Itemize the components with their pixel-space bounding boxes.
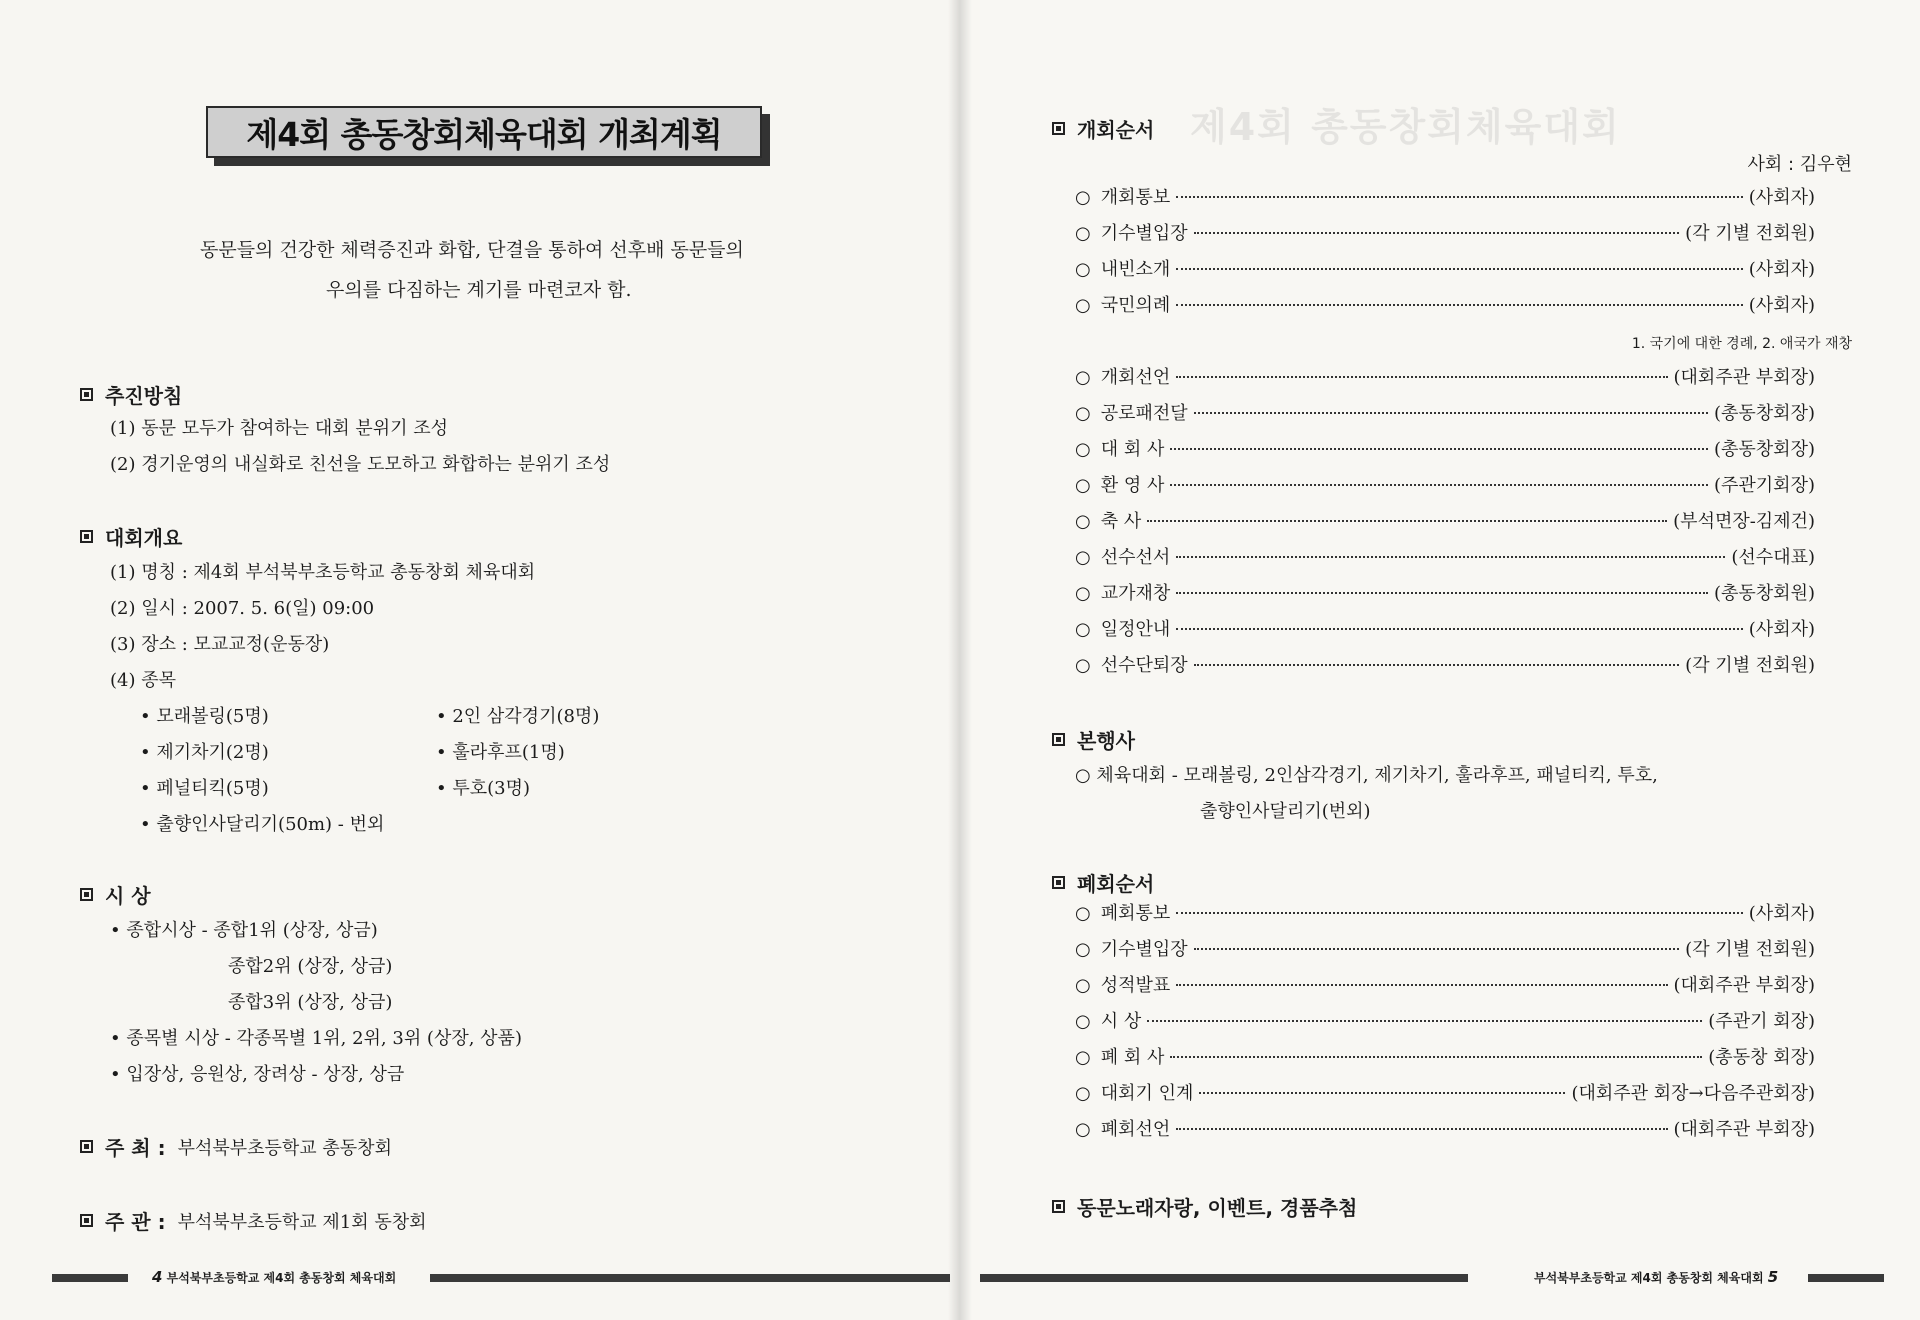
section-heading-awards: 시 상 (80, 880, 151, 909)
dot-leader (1176, 628, 1743, 630)
program-item (1075, 971, 1815, 1001)
supervisor-line: 주 관 : 부석북부초등학교 제1회 동창회 (80, 1206, 427, 1235)
program-label: 교가재창 (1100, 583, 1171, 604)
program-label: 국민의례 (1100, 295, 1171, 316)
program-item (1075, 183, 1815, 213)
program-label: 기수별입장 (1100, 939, 1188, 960)
program-item (1075, 1115, 1815, 1145)
square-bullet-icon (1052, 733, 1065, 746)
section-heading-main: 본행사 (1052, 725, 1135, 754)
program-item (1075, 507, 1815, 537)
program-item (1075, 435, 1815, 465)
program-role: (주관기 회장) (1708, 1011, 1815, 1032)
program-label: 대회기 인계 (1100, 1083, 1194, 1104)
program-item (1075, 899, 1815, 929)
event-item: • 2인 삼각경기(8명) (436, 706, 600, 727)
program-label: 폐회통보 (1100, 903, 1171, 924)
event-item: • 훌라후프(1명) (436, 742, 565, 763)
main-event-line: 출향인사달리기(번외) (1200, 801, 1371, 822)
circle-bullet-icon: ○ (1075, 1083, 1091, 1104)
dot-leader (1170, 484, 1708, 486)
dot-leader (1176, 984, 1667, 986)
program-role: (대회주관 회장→다음주관회장) (1571, 1083, 1815, 1104)
dot-leader (1147, 520, 1667, 522)
circle-bullet-icon: ○ (1075, 975, 1091, 996)
square-bullet-icon (1052, 122, 1065, 135)
dot-leader (1176, 268, 1743, 270)
section-heading-policy: 추진방침 (80, 380, 182, 409)
program-role: (사회자) (1748, 295, 1815, 316)
dot-leader (1199, 1092, 1565, 1094)
circle-bullet-icon: ○ (1075, 403, 1091, 424)
program-role: (사회자) (1748, 259, 1815, 280)
program-role: (사회자) (1748, 903, 1815, 924)
circle-bullet-icon: ○ (1075, 655, 1091, 676)
overview-item: (2) 일시 : 2007. 5. 6(일) 09:00 (110, 598, 375, 619)
page-footer: 4 부석북부초등학교 제4회 총동창회 체육대회 (152, 1268, 397, 1286)
event-item: • 출향인사달리기(50m) - 번외 (140, 814, 385, 835)
program-item (1075, 291, 1815, 321)
binding-gutter (948, 0, 972, 1320)
square-bullet-icon (80, 1214, 93, 1227)
dot-leader (1170, 448, 1708, 450)
program-label: 성적발표 (1100, 975, 1171, 996)
footer-rule (1808, 1274, 1884, 1282)
program-label: 내빈소개 (1100, 259, 1171, 280)
award-item: 종합2위 (상장, 상금) (228, 956, 393, 977)
event-item: • 페널티킥(5명) (140, 778, 269, 799)
circle-bullet-icon: ○ (1075, 295, 1091, 316)
program-item (1075, 1007, 1815, 1037)
footer-rule (980, 1274, 1468, 1282)
event-item: • 제기차기(2명) (140, 742, 269, 763)
circle-bullet-icon: ○ (1075, 583, 1091, 604)
square-bullet-icon (1052, 876, 1065, 889)
section-heading-overview: 대회개요 (80, 522, 182, 551)
page-title: 제4회 총동창회체육대회 개최계획 (246, 114, 722, 154)
dot-leader (1176, 912, 1743, 914)
award-item: • 입장상, 응원상, 장려상 - 상장, 상금 (110, 1064, 405, 1085)
award-item: • 종합시상 - 종합1위 (상장, 상금) (110, 920, 378, 941)
program-role: (대회주관 부회장) (1673, 367, 1815, 388)
bleed-through-title: 제4회 총동창회체육대회 (1190, 105, 1621, 149)
program-label: 선수선서 (1100, 547, 1171, 568)
policy-item: (1) 동문 모두가 참여하는 대회 분위기 조성 (110, 418, 449, 439)
right-page (960, 0, 1920, 1320)
circle-bullet-icon: ○ (1075, 939, 1091, 960)
circle-bullet-icon: ○ (1075, 903, 1091, 924)
intro-line: 우의를 다짐하는 계기를 마련코자 함. (326, 279, 632, 301)
footer-rule (430, 1274, 950, 1282)
section-heading-closing: 폐회순서 (1052, 868, 1154, 897)
program-label: 기수별입장 (1100, 223, 1188, 244)
policy-item: (2) 경기운영의 내실화로 친선을 도모하고 화합하는 분위기 조성 (110, 454, 611, 475)
program-role: (총동창 회장) (1708, 1047, 1815, 1068)
dot-leader (1176, 376, 1667, 378)
program-role: (부석면장-김제건) (1673, 511, 1815, 532)
program-role: (총동창회장) (1714, 403, 1815, 424)
intro-line: 동문들의 건강한 체력증진과 화합, 단결을 통하여 선후배 동문들의 (200, 239, 744, 261)
program-label: 공로패전달 (1100, 403, 1188, 424)
program-item (1075, 399, 1815, 429)
overview-item: (1) 명칭 : 제4회 부석북부초등학교 총동창회 체육대회 (110, 562, 536, 583)
dot-leader (1194, 412, 1708, 414)
page-number: 4 (152, 1268, 163, 1286)
footer-rule (52, 1274, 128, 1282)
dot-leader (1170, 1056, 1702, 1058)
program-item (1075, 579, 1815, 609)
square-bullet-icon (80, 388, 93, 401)
circle-bullet-icon: ○ (1075, 619, 1091, 640)
program-label: 축 사 (1100, 511, 1142, 532)
circle-bullet-icon: ○ (1075, 187, 1091, 208)
circle-bullet-icon: ○ (1075, 547, 1091, 568)
circle-bullet-icon: ○ (1075, 223, 1091, 244)
program-item (1075, 615, 1815, 645)
program-item (1075, 1079, 1815, 1109)
program-label: 일정안내 (1100, 619, 1171, 640)
page-footer: 부석북부초등학교 제4회 총동창회 체육대회 5 (1534, 1268, 1779, 1286)
anthem-note: 1. 국기에 대한 경례, 2. 애국가 재창 (1631, 336, 1852, 352)
square-bullet-icon (80, 888, 93, 901)
overview-item: (4) 종목 (110, 670, 176, 691)
program-item (1075, 219, 1815, 249)
organizer-line: 주 최 : 부석북부초등학교 총동창회 (80, 1132, 392, 1161)
program-role: (사회자) (1748, 619, 1815, 640)
square-bullet-icon (1052, 1200, 1065, 1213)
dot-leader (1176, 556, 1725, 558)
host-name: 사회 : 김우현 (1747, 154, 1852, 175)
program-label: 선수단퇴장 (1100, 655, 1188, 676)
program-role: (대회주관 부회장) (1673, 975, 1815, 996)
program-role: (각 기별 전회원) (1685, 939, 1815, 960)
square-bullet-icon (80, 530, 93, 543)
program-item (1075, 1043, 1815, 1073)
program-role: (선수대표) (1731, 547, 1815, 568)
program-label: 폐회선언 (1100, 1119, 1171, 1140)
program-role: (주관기회장) (1714, 475, 1815, 496)
program-role: (각 기별 전회원) (1685, 223, 1815, 244)
award-item: • 종목별 시상 - 각종목별 1위, 2위, 3위 (상장, 상품) (110, 1028, 522, 1049)
program-role: (총동창회원) (1714, 583, 1815, 604)
program-label: 개회통보 (1100, 187, 1171, 208)
program-item (1075, 651, 1815, 681)
main-event-line: ○ 체육대회 - 모래볼링, 2인삼각경기, 제기차기, 훌라후프, 패널티킥, 투호, (1075, 765, 1658, 786)
circle-bullet-icon: ○ (1075, 1011, 1091, 1032)
dot-leader (1194, 232, 1680, 234)
event-item: • 모래볼링(5명) (140, 706, 269, 727)
intro-paragraph (200, 230, 800, 310)
program-item (1075, 543, 1815, 573)
square-bullet-icon (80, 1140, 93, 1153)
circle-bullet-icon: ○ (1075, 1047, 1091, 1068)
program-item (1075, 255, 1815, 285)
program-item (1075, 363, 1815, 393)
program-role: (사회자) (1748, 187, 1815, 208)
circle-bullet-icon: ○ (1075, 1119, 1091, 1140)
dot-leader (1194, 664, 1680, 666)
section-heading-opening: 개회순서 (1052, 114, 1154, 143)
program-role: (각 기별 전회원) (1685, 655, 1815, 676)
dot-leader (1147, 1020, 1702, 1022)
program-label: 개회선언 (1100, 367, 1171, 388)
program-role: (대회주관 부회장) (1673, 1119, 1815, 1140)
circle-bullet-icon: ○ (1075, 475, 1091, 496)
page-number: 5 (1767, 1268, 1779, 1286)
program-item (1075, 935, 1815, 965)
program-item (1075, 471, 1815, 501)
program-label: 환 영 사 (1100, 475, 1165, 496)
event-item: • 투호(3명) (436, 778, 530, 799)
dot-leader (1176, 304, 1743, 306)
dot-leader (1176, 592, 1708, 594)
circle-bullet-icon: ○ (1075, 511, 1091, 532)
program-label: 대 회 사 (1100, 439, 1165, 460)
section-heading-event: 동문노래자랑, 이벤트, 경품추첨 (1052, 1192, 1357, 1221)
program-label: 폐 회 사 (1100, 1047, 1165, 1068)
circle-bullet-icon: ○ (1075, 367, 1091, 388)
circle-bullet-icon: ○ (1075, 439, 1091, 460)
dot-leader (1176, 1128, 1667, 1130)
program-role: (총동창회장) (1714, 439, 1815, 460)
dot-leader (1194, 948, 1680, 950)
program-label: 시 상 (1100, 1011, 1142, 1032)
title-box (206, 106, 762, 158)
dot-leader (1176, 196, 1743, 198)
circle-bullet-icon: ○ (1075, 259, 1091, 280)
award-item: 종합3위 (상장, 상금) (228, 992, 393, 1013)
overview-item: (3) 장소 : 모교교정(운동장) (110, 634, 330, 655)
